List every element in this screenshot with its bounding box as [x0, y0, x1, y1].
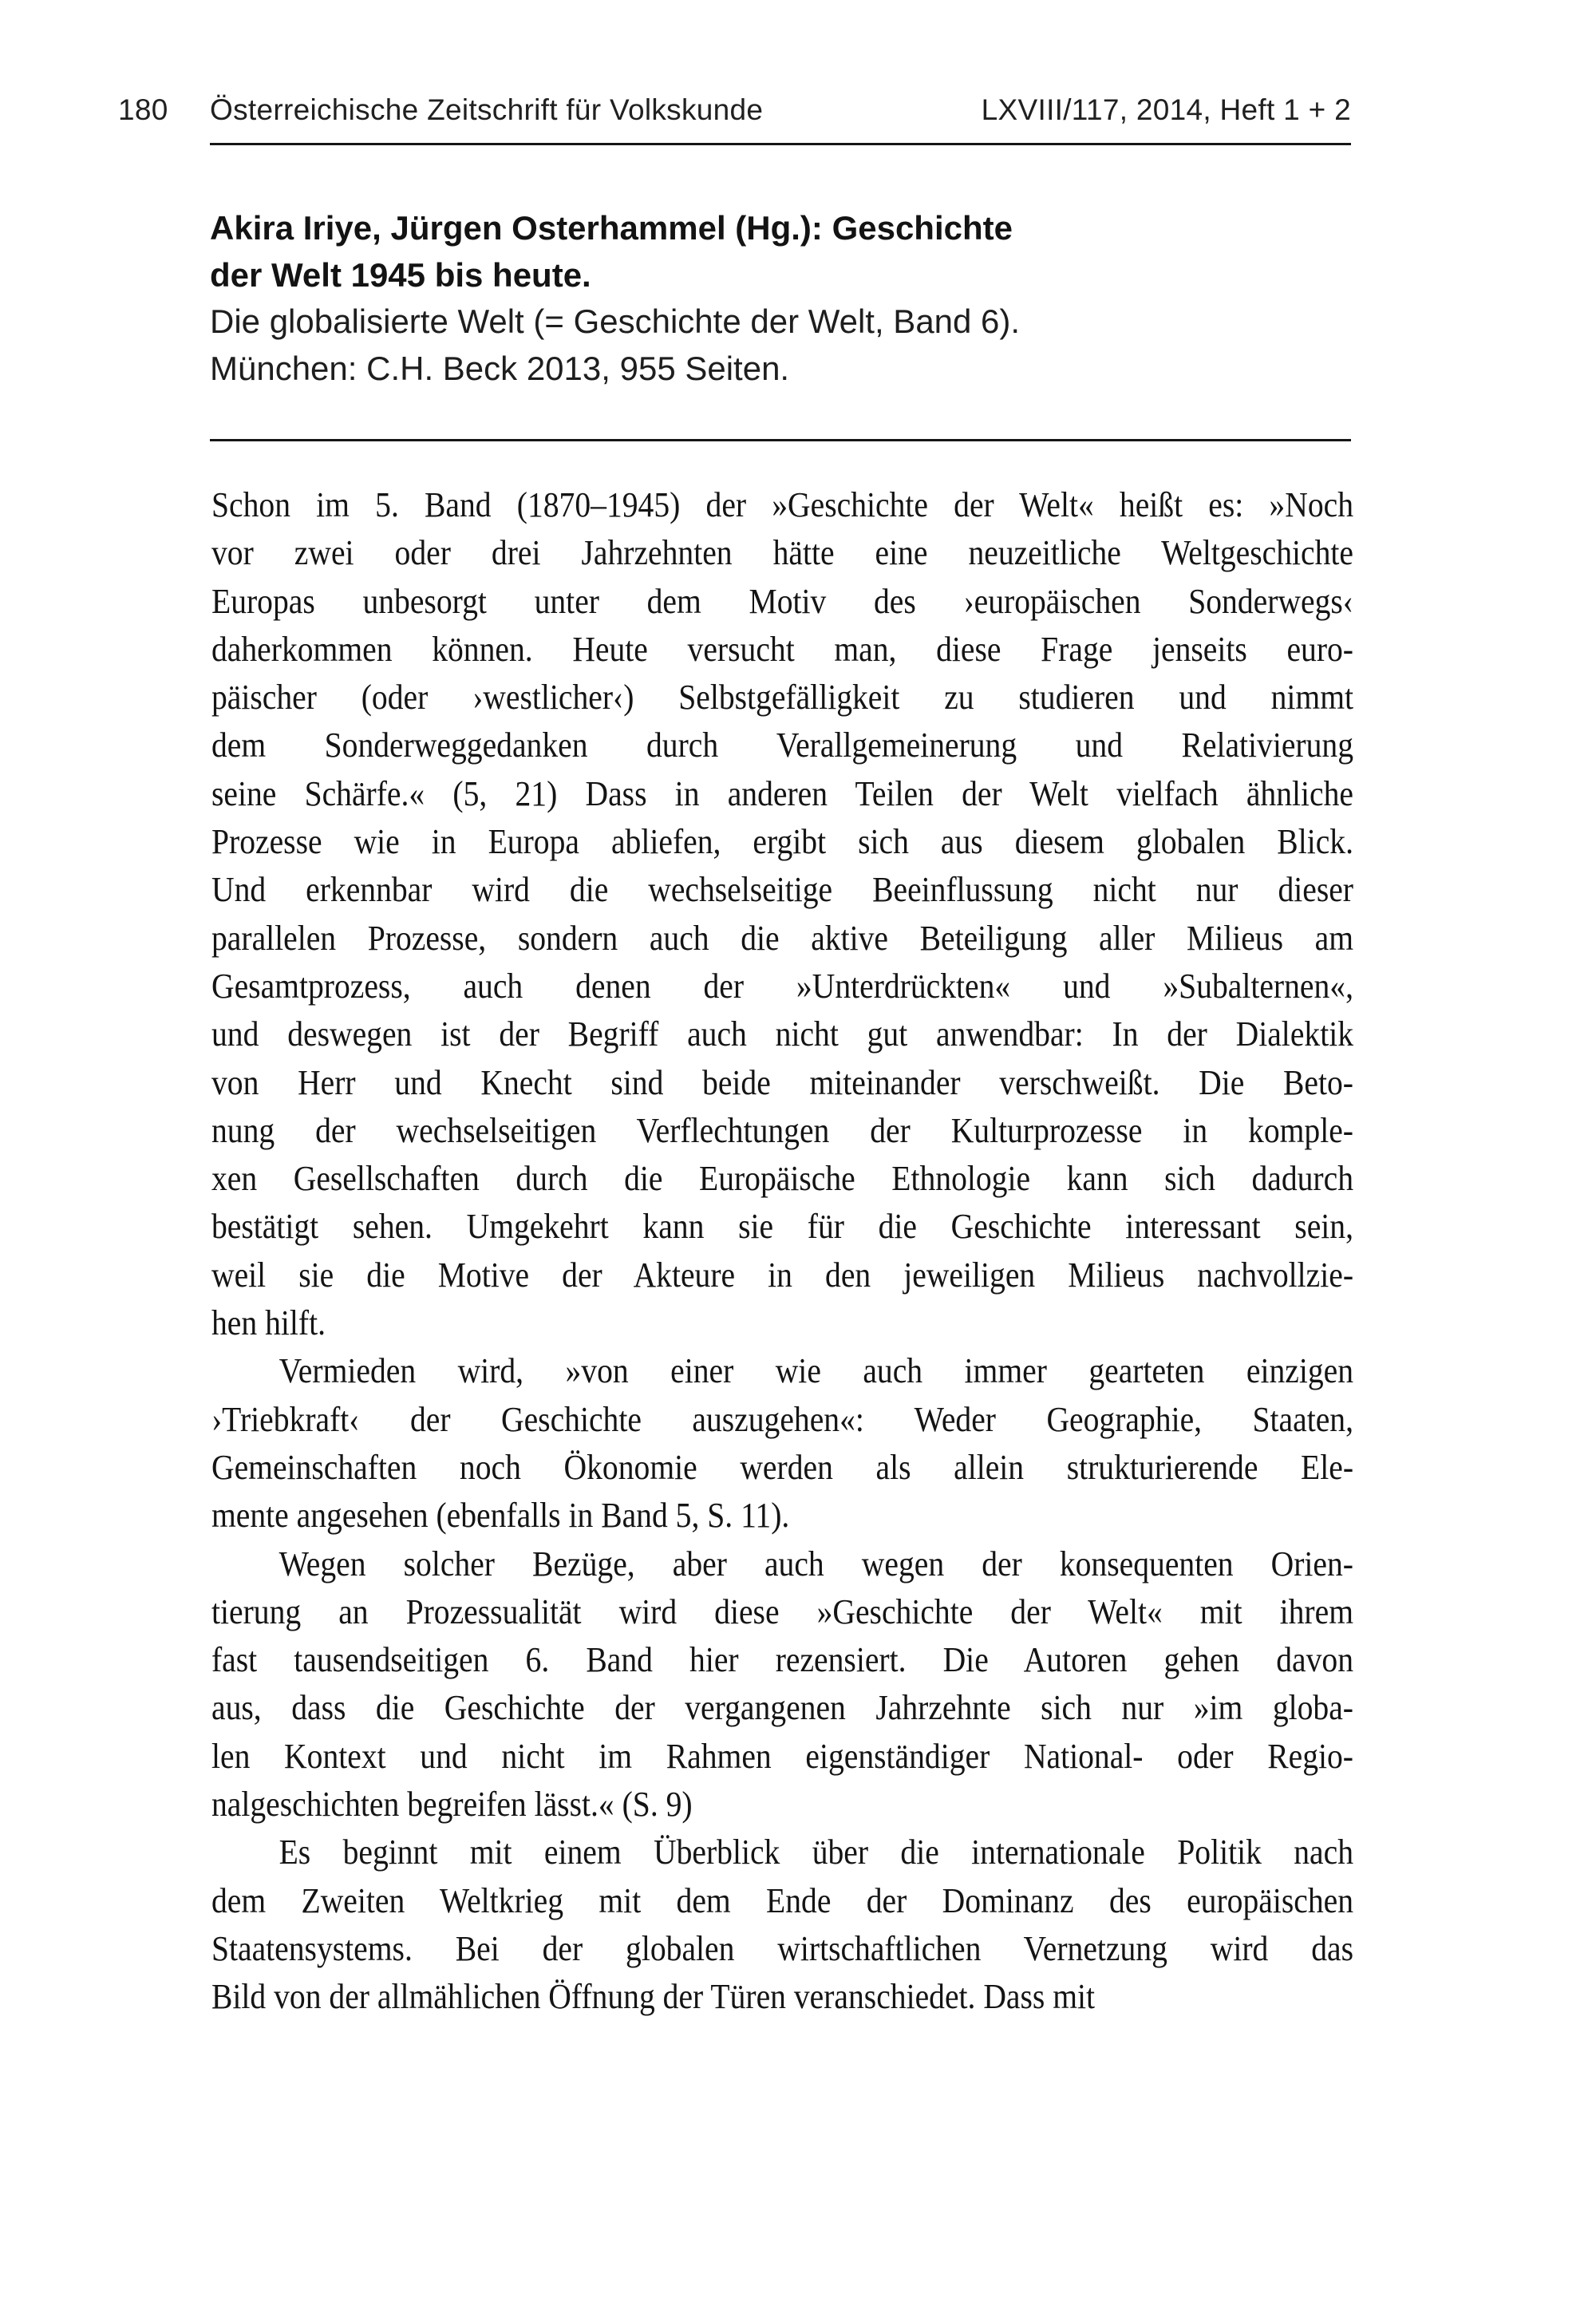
body-line: vor zwei oder drei Jahrzehnten hätte eine neuzeitliche Weltgeschichte	[211, 533, 1353, 573]
body-line: Wegen solcher Bezüge, aber auch wegen der konsequenten Orien-	[279, 1544, 1353, 1583]
review-heading	[210, 205, 1020, 392]
body-line: Europas unbesorgt unter dem Motiv des ›europäischen Sonderwegs‹	[211, 581, 1353, 621]
body-line: seine Schärfe.« (5, 21) Dass in anderen Teilen der Welt vielfach ähnliche	[211, 773, 1353, 813]
review-title-line-1: Akira Iriye, Jürgen Osterhammel (Hg.): Geschichte	[210, 209, 1013, 247]
review-title-line-2: der Welt 1945 bis heute.	[210, 255, 591, 294]
body-line: päischer (oder ›westlicher‹) Selbstgefälligkeit zu studieren und nimmt	[211, 678, 1353, 718]
body-line: Schon im 5. Band (1870–1945) der »Geschichte der Welt« heißt es: »Noch	[211, 485, 1353, 524]
body-line: Es beginnt mit einem Überblick über die internationale Politik nach	[279, 1833, 1353, 1872]
body-line: bestätigt sehen. Umgekehrt kann sie für die Geschichte interessant sein,	[211, 1207, 1353, 1247]
body-line: Vermieden wird, »von einer wie auch immer gearteten einzigen	[279, 1351, 1353, 1391]
body-line: dem Sonderweggedanken durch Verallgemeinerung und Relativierung	[211, 726, 1353, 765]
body-line: nalgeschichten begreifen lässt.« (S. 9)	[211, 1785, 693, 1825]
review-subtitle-line-1: Die globalisierte Welt (= Geschichte der Welt, Band 6).	[210, 302, 1021, 340]
body-line: und deswegen ist der Begriff auch nicht gut anwendbar: In der Dialektik	[211, 1014, 1353, 1054]
body-line: ›Triebkraft‹ der Geschichte auszugehen«: Weder Geographie, Staaten,	[211, 1399, 1353, 1439]
issue-info: LXVIII/117, 2014, Heft 1 + 2	[981, 93, 1351, 126]
body-line: Bild von der allmählichen Öffnung der Türen veranschiedet. Dass mit	[211, 1977, 1096, 2017]
body-line: xen Gesellschaften durch die Europäische Ethnologie kann sich dadurch	[211, 1159, 1353, 1199]
body-line: nung der wechselseitigen Verflechtungen der Kulturprozesse in komple-	[211, 1110, 1353, 1150]
body-line: weil sie die Motive der Akteure in den jeweiligen Milieus nachvollzie-	[211, 1255, 1353, 1295]
body-line: hen hilft.	[211, 1303, 326, 1343]
review-body	[211, 481, 1353, 2022]
body-line: fast tausendseitigen 6. Band hier rezensiert. Die Autoren gehen davon	[211, 1640, 1353, 1680]
body-line: len Kontext und nicht im Rahmen eigenständiger National- oder Regio-	[211, 1736, 1353, 1776]
body-line: daherkommen können. Heute versucht man, diese Frage jenseits euro-	[211, 629, 1353, 669]
body-line: tierung an Prozessualität wird diese »Geschichte der Welt« mit ihrem	[211, 1591, 1353, 1631]
body-line: aus, dass die Geschichte der vergangenen Jahrzehnte sich nur »im globa-	[211, 1688, 1353, 1728]
body-line: dem Zweiten Weltkrieg mit dem Ende der Dominanz des europäischen	[211, 1880, 1353, 1920]
review-subtitle-line-2: München: C.H. Beck 2013, 955 Seiten.	[210, 349, 790, 387]
body-line: mente angesehen (ebenfalls in Band 5, S. 11).	[211, 1496, 790, 1536]
body-line: Prozesse wie in Europa abliefen, ergibt sich aus diesem globalen Blick.	[211, 822, 1353, 862]
body-line: Gesamtprozess, auch denen der »Unterdrückten« und »Subalternen«,	[211, 966, 1353, 1006]
header-rule-divider	[210, 143, 1351, 145]
body-line: Staatensystems. Bei der globalen wirtschaftlichen Vernetzung wird das	[211, 1928, 1353, 1968]
body-line: parallelen Prozesse, sondern auch die aktive Beteiligung aller Milieus am	[211, 918, 1353, 958]
journal-title: Österreichische Zeitschrift für Volkskunde	[210, 93, 764, 126]
body-line: von Herr und Knecht sind beide miteinander verschweißt. Die Beto-	[211, 1062, 1353, 1102]
page-number: 180	[118, 93, 168, 126]
body-line: Und erkennbar wird die wechselseitige Beeinflussung nicht nur dieser	[211, 870, 1353, 910]
heading-rule-divider	[210, 439, 1351, 441]
body-line: Gemeinschaften noch Ökonomie werden als allein strukturierende Ele-	[211, 1447, 1353, 1487]
